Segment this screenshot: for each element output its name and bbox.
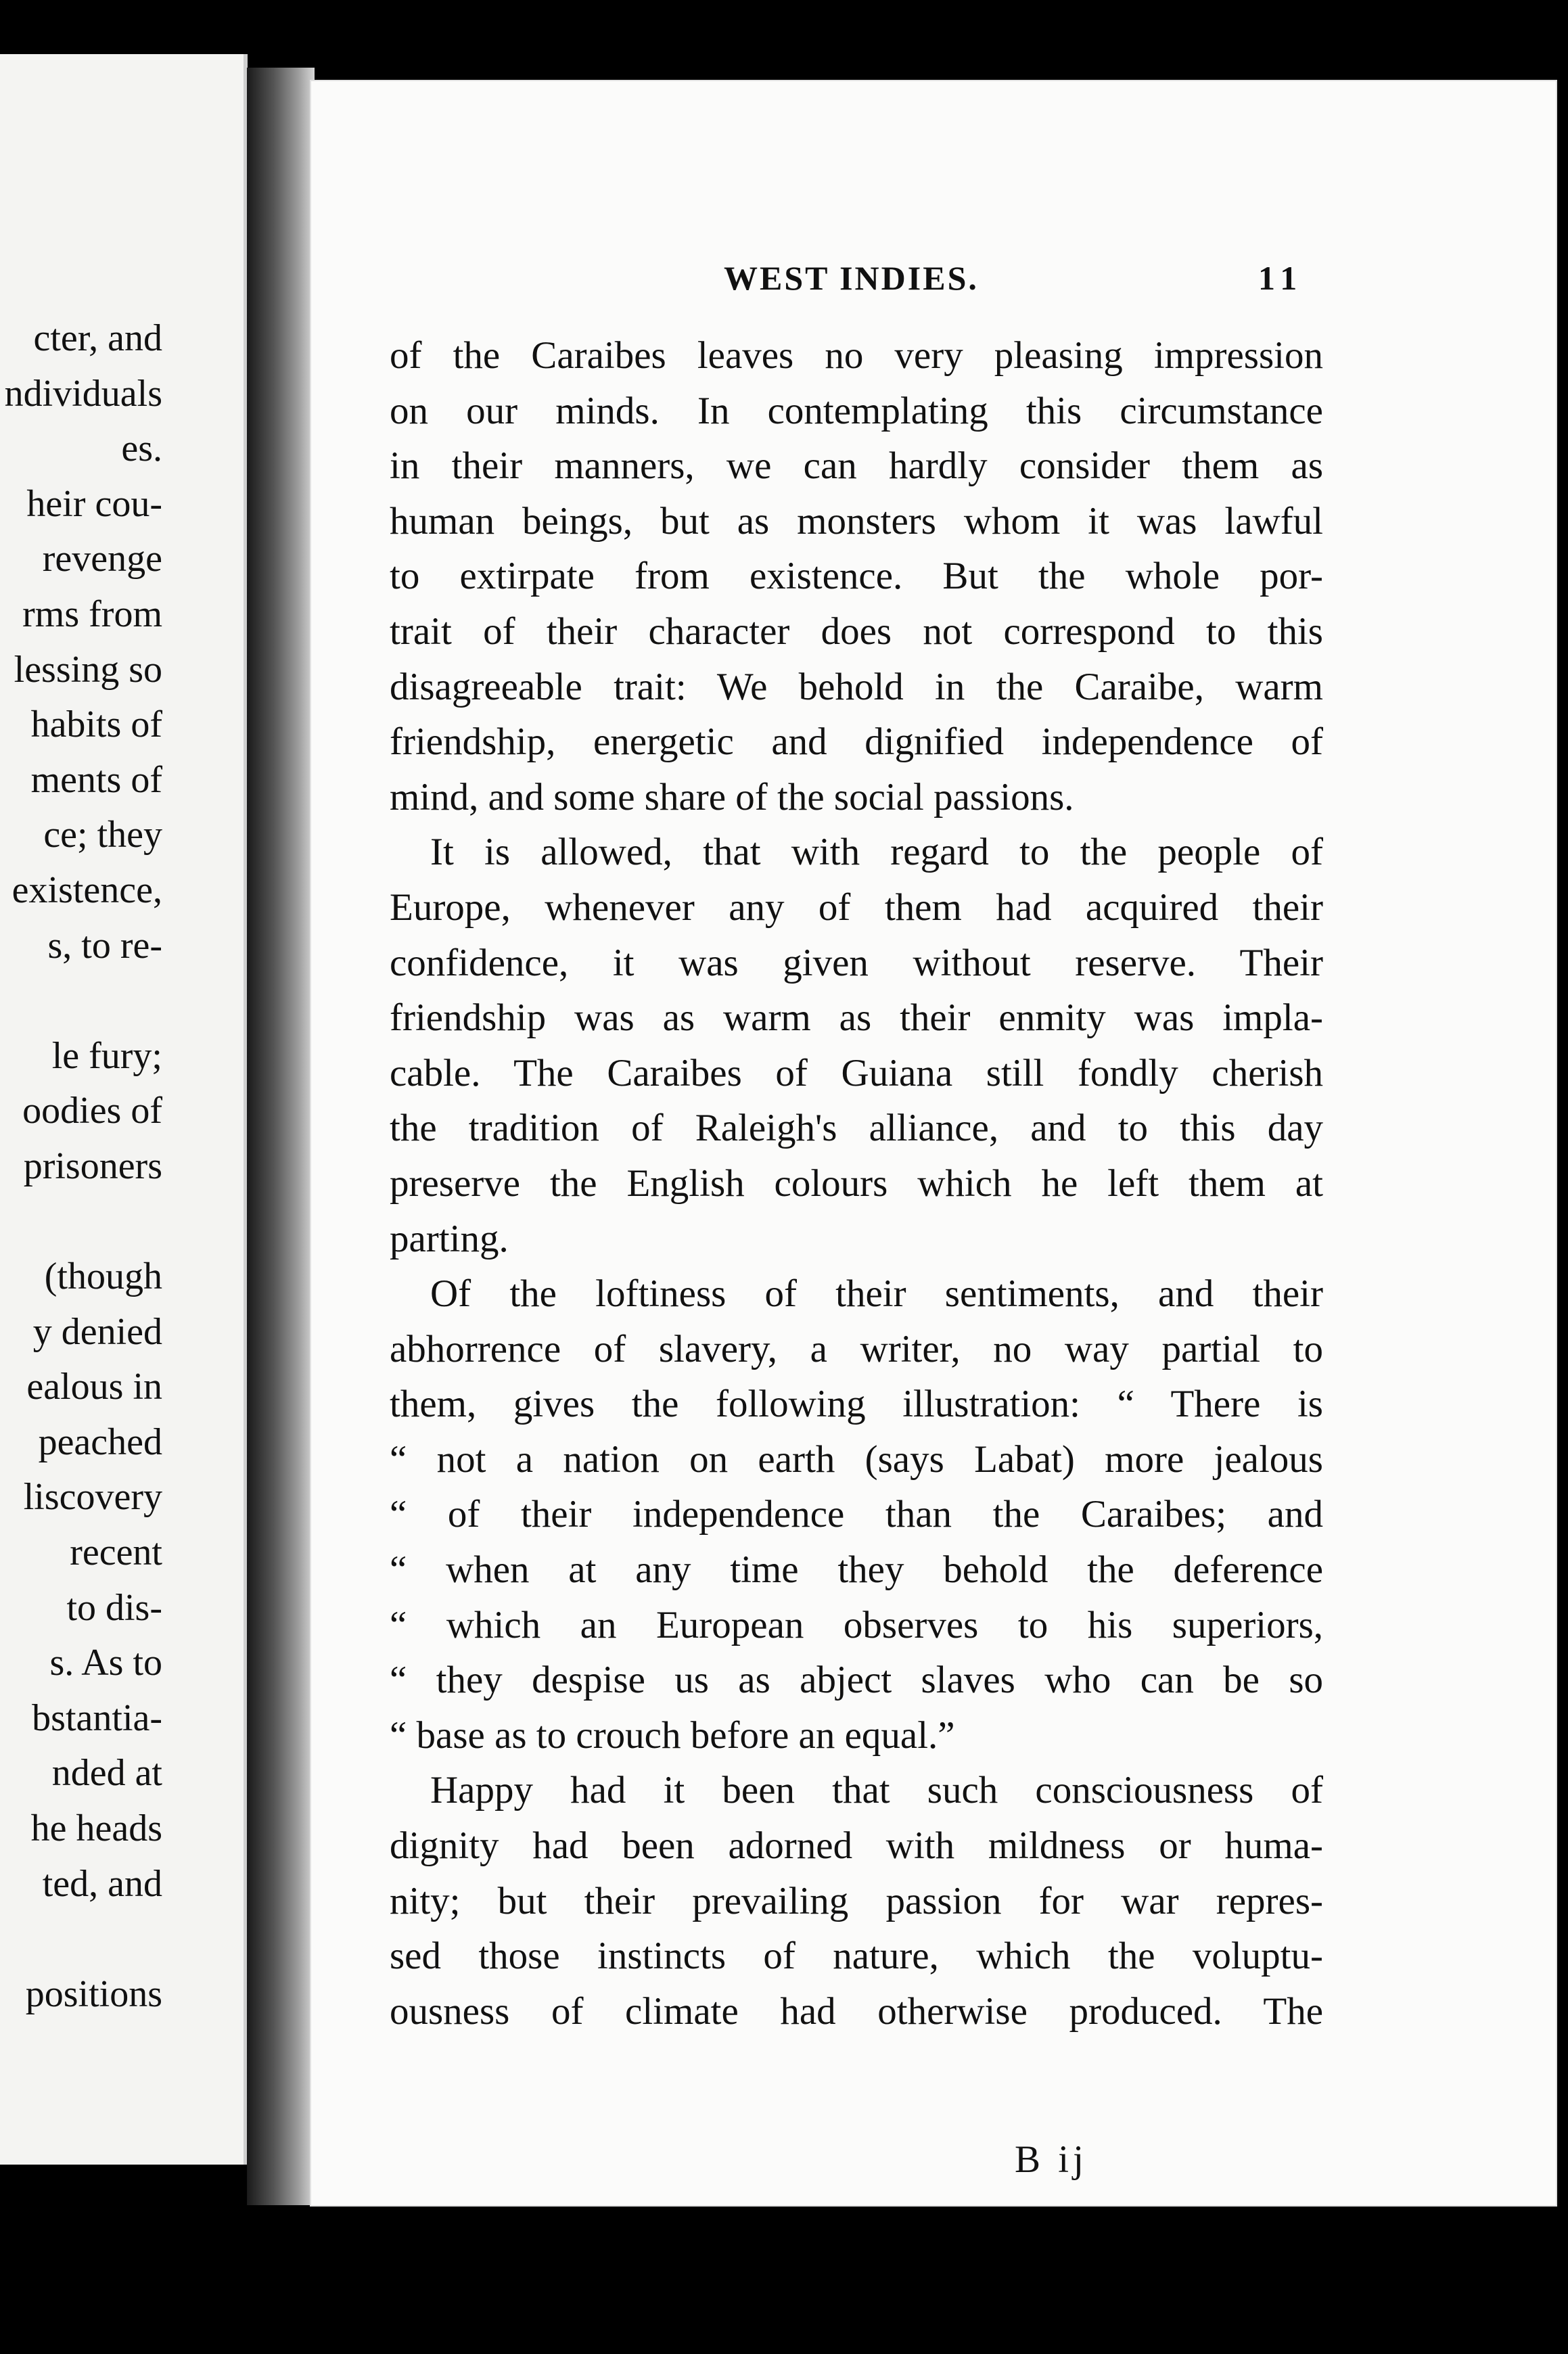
- text-line: preserve the English colours which he left them at: [390, 1161, 1323, 1205]
- left-line: prisoners: [23, 1145, 162, 1187]
- text-line: “ not a nation on earth (says Labat) more jealous: [390, 1437, 1323, 1481]
- text-line: It is allowed, that with regard to the people of: [430, 831, 1323, 874]
- left-line: bstantia-: [32, 1697, 162, 1739]
- left-line: recent: [70, 1531, 162, 1574]
- text-line: mind, and some share of the social passions.: [390, 775, 1074, 818]
- text-line: “ which an European observes to his superiors,: [390, 1603, 1323, 1646]
- left-line: peached: [38, 1421, 162, 1463]
- left-line: [0, 973, 244, 1029]
- left-line: ce; they: [43, 814, 162, 856]
- signature-mark: B ij: [1015, 2138, 1088, 2181]
- left-line: ments of: [30, 758, 162, 801]
- text-line: human beings, but as monsters whom it was lawful: [390, 499, 1323, 543]
- page-number: 11: [1258, 259, 1304, 297]
- left-line: revenge: [42, 538, 162, 580]
- text-line: sed those instincts of nature, which the voluptu-: [390, 1935, 1323, 1978]
- book-gutter-shadow: [247, 68, 315, 2205]
- text-line: Europe, whenever any of them had acquired their: [390, 885, 1323, 929]
- running-head: WEST INDIES.: [724, 259, 979, 297]
- book-page: [311, 81, 1556, 2205]
- left-line: cter, and: [33, 317, 162, 359]
- left-line: [0, 1195, 244, 1250]
- left-line: positions: [25, 1972, 162, 2015]
- text-line: in their manners, we can hardly consider them as: [390, 444, 1323, 488]
- left-line: es.: [121, 428, 162, 470]
- text-line: them, gives the following illustration: “ There is: [390, 1383, 1323, 1426]
- page-body-text: [390, 328, 1323, 2039]
- left-line: s, to re-: [47, 924, 162, 967]
- left-line: ealous in: [26, 1366, 162, 1408]
- left-line: (though: [44, 1255, 162, 1298]
- left-line: nded at: [51, 1752, 162, 1795]
- left-facing-page: [0, 54, 248, 2165]
- left-line: oodies of: [22, 1090, 162, 1132]
- left-line: existence,: [11, 869, 162, 911]
- text-line: “ they despise us as abject slaves who can be so: [390, 1659, 1323, 1702]
- text-line: “ base as to crouch before an equal.”: [390, 1713, 955, 1757]
- left-line: y denied: [32, 1310, 162, 1353]
- left-line: ndividuals: [4, 372, 162, 415]
- text-line: nity; but their prevailing passion for war repres-: [390, 1879, 1323, 1922]
- text-line: “ when at any time they behold the deference: [390, 1548, 1323, 1592]
- text-line: cable. The Caraibes of Guiana still fondly cherish: [390, 1051, 1323, 1094]
- left-line: s. As to: [49, 1642, 162, 1684]
- left-line: lessing so: [14, 648, 162, 691]
- left-page-text: [0, 311, 244, 2022]
- text-line: the tradition of Raleigh's alliance, and to this day: [390, 1107, 1323, 1150]
- left-line: le fury;: [51, 1034, 162, 1077]
- text-line: trait of their character does not correspond to this: [390, 609, 1323, 653]
- text-line: abhorrence of slavery, a writer, no way partial to: [390, 1327, 1323, 1370]
- text-line: to extirpate from existence. But the whole por-: [390, 555, 1323, 598]
- text-line: on our minds. In contemplating this circumstance: [390, 389, 1323, 432]
- left-line: [0, 1912, 244, 1967]
- text-line: “ of their independence than the Caraibes; and: [390, 1493, 1323, 1536]
- left-line: he heads: [30, 1807, 162, 1850]
- left-line: rms from: [22, 593, 162, 635]
- text-line: of the Caraibes leaves no very pleasing impression: [390, 334, 1323, 377]
- left-line: to dis-: [66, 1586, 162, 1629]
- text-line: disagreeable trait: We behold in the Caraibe, warm: [390, 665, 1323, 708]
- text-line: friendship was as warm as their enmity was impla-: [390, 996, 1323, 1040]
- text-line: parting.: [390, 1217, 509, 1260]
- text-line: Happy had it been that such consciousness of: [430, 1769, 1323, 1812]
- text-line: ousness of climate had otherwise produced. The: [390, 1989, 1323, 2033]
- text-line: dignity had been adorned with mildness or huma-: [390, 1824, 1323, 1868]
- left-line: ted, and: [42, 1862, 162, 1905]
- left-line: heir cou-: [26, 482, 162, 525]
- text-line: confidence, it was given without reserve. Their: [390, 941, 1323, 984]
- left-line: liscovery: [23, 1476, 162, 1519]
- left-line: habits of: [30, 703, 162, 746]
- text-line: friendship, energetic and dignified independence of: [390, 720, 1323, 764]
- text-line: Of the loftiness of their sentiments, and their: [430, 1272, 1323, 1316]
